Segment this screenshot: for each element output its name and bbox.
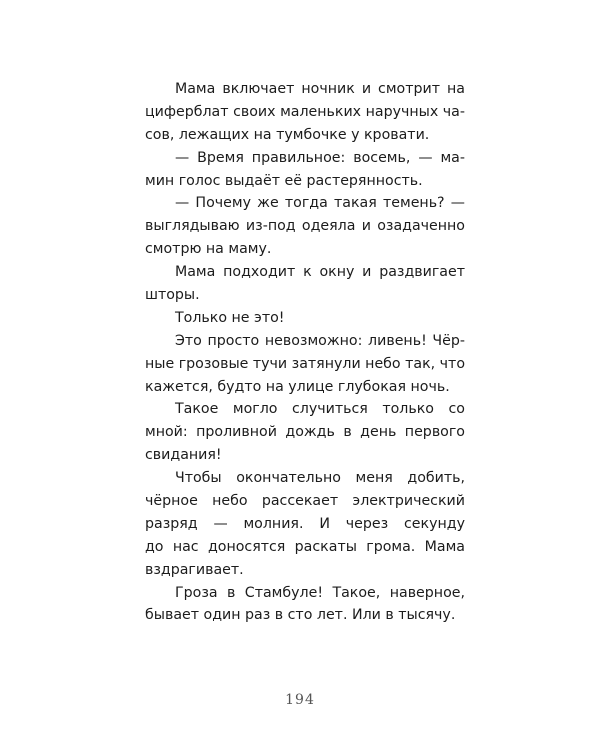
text-line: — Время правильное: восемь, — ма- bbox=[175, 149, 465, 166]
body-text bbox=[145, 78, 465, 627]
text-line: Чтобы окончательно меня добить, bbox=[175, 470, 465, 487]
text-line: Такое могло случиться только со bbox=[175, 401, 465, 418]
text-line: разряд — молния. И через секунду bbox=[145, 515, 465, 532]
text-line: — Почему же тогда такая темень? — bbox=[175, 195, 465, 212]
text-line: Мама включает ночник и смотрит на bbox=[175, 81, 465, 97]
text-line: мин голос выдаёт её растерянность. bbox=[145, 172, 423, 189]
text-line: Гроза в Стамбуле! Такое, наверное, bbox=[175, 584, 465, 601]
text-line: смотрю на маму. bbox=[145, 241, 272, 258]
text-line: Мама подходит к окну и раздвигает bbox=[175, 264, 465, 281]
text-line: ные грозовые тучи затянули небо так, что bbox=[145, 355, 465, 372]
text-line: сов, лежащих на тумбочке у кровати. bbox=[145, 126, 430, 143]
text-line: мной: проливной дождь в день первого bbox=[145, 424, 465, 441]
text-line: кажется, будто на улице глубокая ночь. bbox=[145, 378, 450, 395]
text-line: шторы. bbox=[145, 287, 200, 304]
text-line: вздрагивает. bbox=[145, 561, 244, 578]
text-line: свидания! bbox=[145, 447, 222, 464]
text-line: до нас доносятся раскаты грома. Мама bbox=[145, 538, 465, 555]
text-line: бывает один раз в сто лет. Или в тысячу. bbox=[145, 607, 456, 624]
text-line: чёрное небо рассекает электрический bbox=[145, 493, 465, 510]
text-line: выглядываю из-под одеяла и озадаченно bbox=[145, 218, 465, 235]
text-line: Это просто невозможно: ливень! Чёр- bbox=[175, 332, 465, 349]
text-line: циферблат своих маленьких наручных ча- bbox=[145, 103, 465, 120]
page-number: 194 bbox=[285, 692, 315, 708]
text-line: Только не это! bbox=[175, 309, 285, 326]
